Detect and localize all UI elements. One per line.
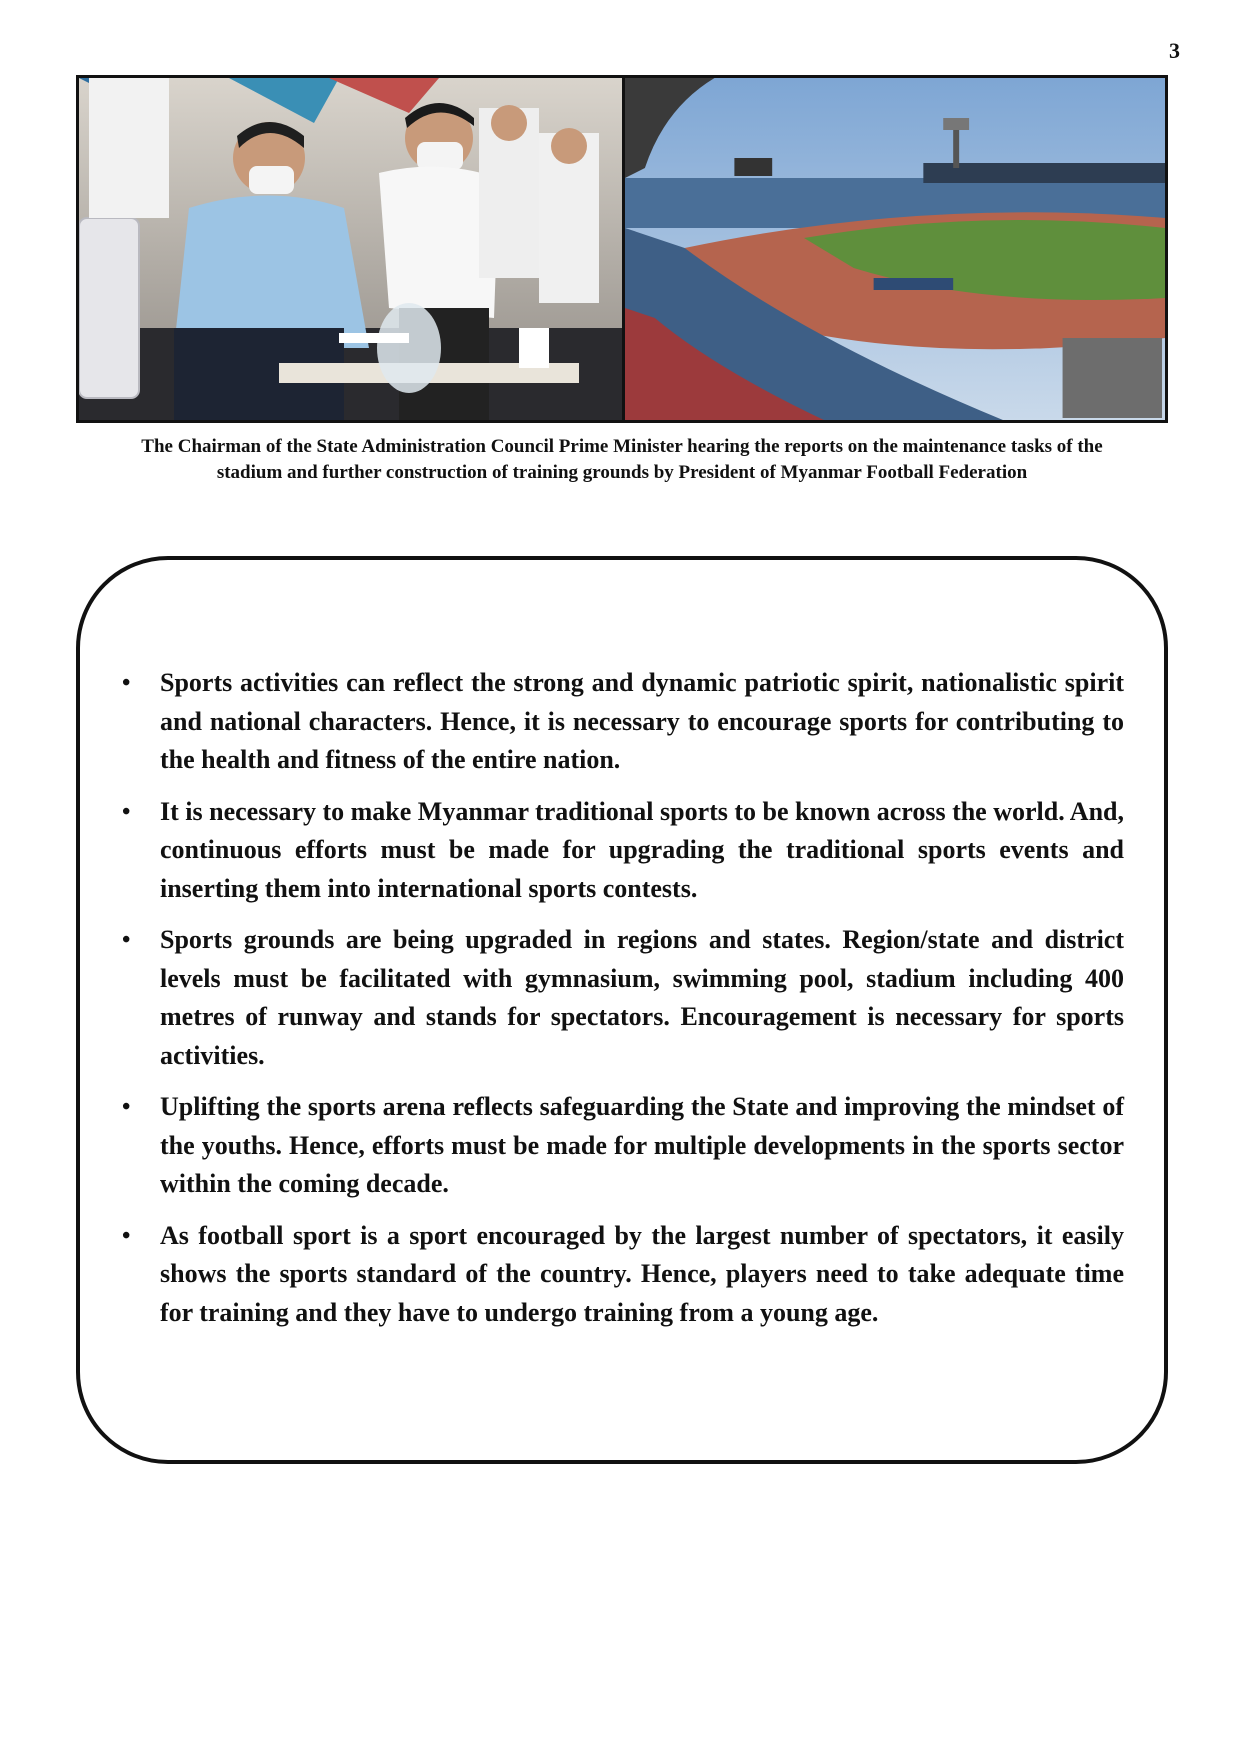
bullet-item: • Sports grounds are being upgraded in regions and states. Region/state and district levels must be facilitated with gymnasium, swimming pool, stadium including 400 metres of runway and stands for spectators. Encouragement is necessary for sports activities. bbox=[122, 921, 1124, 1075]
photo-row bbox=[76, 75, 1168, 423]
bullet-list bbox=[122, 664, 1124, 1345]
meeting-photo-illustration bbox=[79, 78, 622, 420]
stadium-photo-illustration bbox=[625, 78, 1165, 420]
bullet-item: • As football sport is a sport encouraged by the largest number of spectators, it easily shows the sports standard of the country. Hence, players need to take adequate time for training and they have to undergo training from a young age. bbox=[122, 1217, 1124, 1333]
caption-line-1: The Chairman of the State Administration Council Prime Minister hearing the reports on the maintenance tasks of the bbox=[141, 436, 1103, 457]
bullet-item: • Sports activities can reflect the strong and dynamic patriotic spirit, nationalistic spirit and national characters. Hence, it is necessary to encourage sports for contributing to the health and fitness of the entire nation. bbox=[122, 664, 1124, 780]
page-number: 3 bbox=[1169, 38, 1180, 63]
meeting-photo bbox=[79, 78, 625, 420]
caption-line-2: stadium and further construction of training grounds by President of Myanmar Football Federation bbox=[216, 462, 1028, 483]
bullet-item: • It is necessary to make Myanmar traditional sports to be known across the world. And, continuous efforts must be made for upgrading the traditional sports events and inserting them into international sports contests. bbox=[122, 793, 1124, 909]
key-points-box bbox=[76, 556, 1168, 1464]
bullet-item: • Uplifting the sports arena reflects safeguarding the State and improving the mindset of the youths. Hence, efforts must be made for multiple developments in the sports sector within the coming decade. bbox=[122, 1088, 1124, 1204]
photo-caption bbox=[76, 434, 1168, 486]
stadium-photo bbox=[625, 78, 1165, 420]
